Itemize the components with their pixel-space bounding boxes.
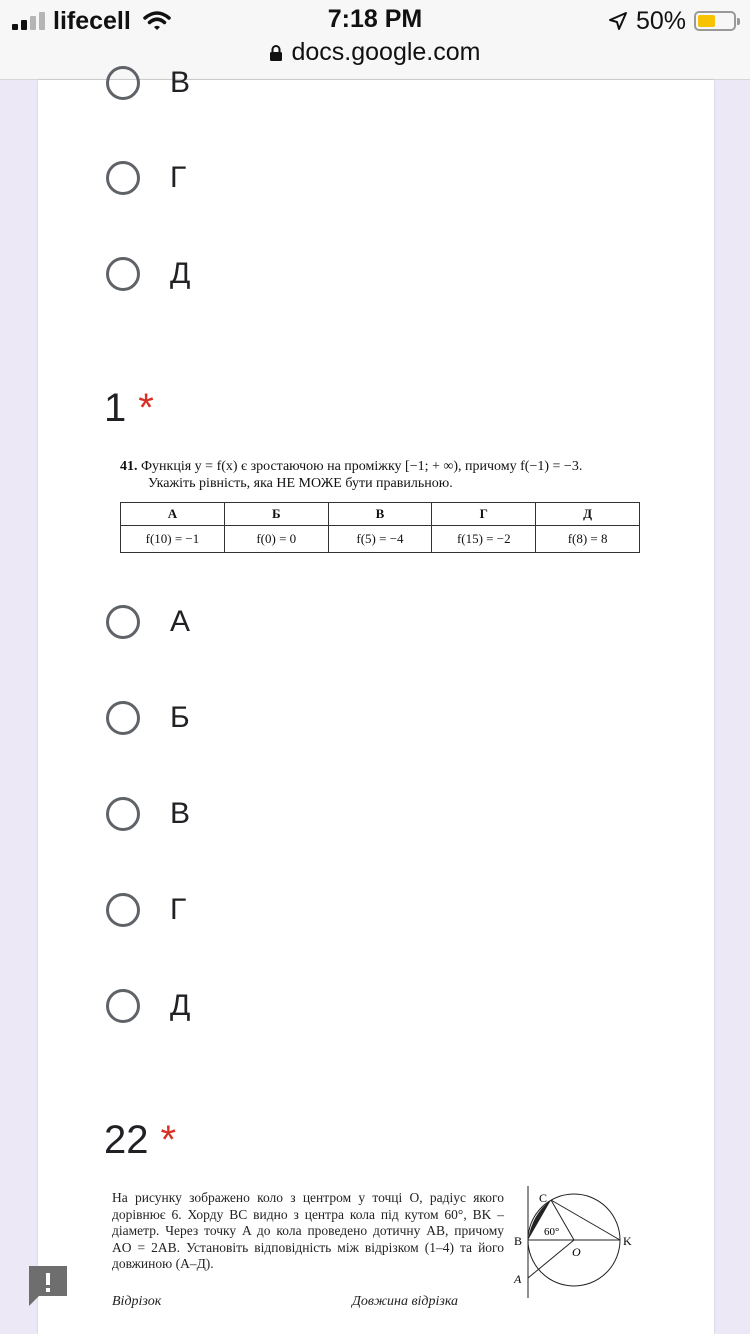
column-header-segment: Відрізок (112, 1294, 162, 1309)
status-right (608, 6, 736, 36)
problem-statement (120, 458, 640, 492)
url-text: docs.google.com (291, 38, 481, 66)
feedback-icon[interactable] (27, 1264, 69, 1306)
radio-button[interactable] (106, 797, 140, 831)
option-label: Б (170, 701, 190, 734)
label-a: A (514, 1272, 522, 1286)
question-number: 1 (104, 386, 127, 430)
radio-button[interactable] (106, 989, 140, 1023)
table-cell: f(15) = −2 (432, 526, 536, 553)
table-header-cell: Г (432, 503, 536, 526)
option-label: В (170, 797, 191, 830)
label-c: C (539, 1191, 548, 1205)
location-arrow-icon (608, 11, 628, 31)
circle-figure (512, 1182, 638, 1300)
table-cell: f(10) = −1 (121, 526, 225, 553)
label-angle: 60° (544, 1226, 560, 1238)
option-g-prev[interactable] (106, 158, 186, 198)
table-cell: f(5) = −4 (328, 526, 432, 553)
table-header-cell: Б (224, 503, 328, 526)
lock-icon (269, 44, 283, 62)
table-cell: f(8) = 8 (536, 526, 640, 553)
required-asterisk: * (160, 1118, 177, 1162)
problem-line-1: Функція y = f(x) є зростаючою на проміжку [−1; + ∞), причому f(−1) = −3. (141, 459, 583, 474)
battery-percent: 50% (635, 6, 686, 35)
problem-line-2: Укажіть рівність, яка НЕ МОЖЕ бути правильною. (148, 476, 453, 491)
carrier-name: lifecell (53, 6, 131, 35)
question-title (104, 386, 154, 431)
radio-button[interactable] (106, 257, 140, 291)
table-header-cell: А (121, 503, 225, 526)
battery-icon (694, 11, 736, 31)
option-d-prev[interactable] (106, 254, 190, 294)
option-label: Г (170, 161, 187, 194)
form-card (38, 66, 714, 1334)
option-a[interactable] (106, 602, 190, 642)
table-cell: f(0) = 0 (224, 526, 328, 553)
option-label: А (170, 605, 191, 638)
option-label: Д (170, 257, 191, 290)
option-label: В (170, 66, 191, 99)
label-k: K (623, 1234, 632, 1248)
label-o: O (572, 1245, 581, 1259)
table-header-cell: В (328, 503, 432, 526)
column-header-length: Довжина відрізка (352, 1294, 459, 1309)
option-label: Г (170, 893, 187, 926)
question-title (104, 1118, 176, 1163)
table-header-row (121, 503, 640, 526)
option-g[interactable] (106, 890, 186, 930)
option-label: Д (170, 989, 191, 1022)
table-header-cell: Д (536, 503, 640, 526)
table-row (121, 526, 640, 553)
label-b: B (514, 1234, 523, 1248)
clock: 7:18 PM (327, 5, 423, 33)
radio-button[interactable] (106, 605, 140, 639)
radio-button[interactable] (106, 893, 140, 927)
problem-image-41 (120, 458, 640, 553)
question-number: 22 (104, 1118, 149, 1162)
radio-button[interactable] (106, 161, 140, 195)
problem-statement: На рисунку зображено коло з центром у точці O, радіус якого дорівнює 6. Хорду BC видно з центра кола під кутом 60°, BK – діаметр. Через точку A до кола проведено дотичну AB, причому AO = 2AB. Установіть відповідність між відрізком (1–4) та його довжиною (А–Д). (112, 1190, 504, 1271)
answer-table (120, 502, 640, 553)
problem-number: 41. (120, 459, 138, 474)
option-v-prev[interactable] (106, 63, 190, 103)
radio-button[interactable] (106, 66, 140, 100)
radio-button[interactable] (106, 701, 140, 735)
problem-image-22 (112, 1190, 642, 1330)
option-b[interactable] (106, 698, 190, 738)
option-d[interactable] (106, 986, 190, 1026)
required-asterisk: * (138, 386, 154, 430)
option-v[interactable] (106, 794, 190, 834)
